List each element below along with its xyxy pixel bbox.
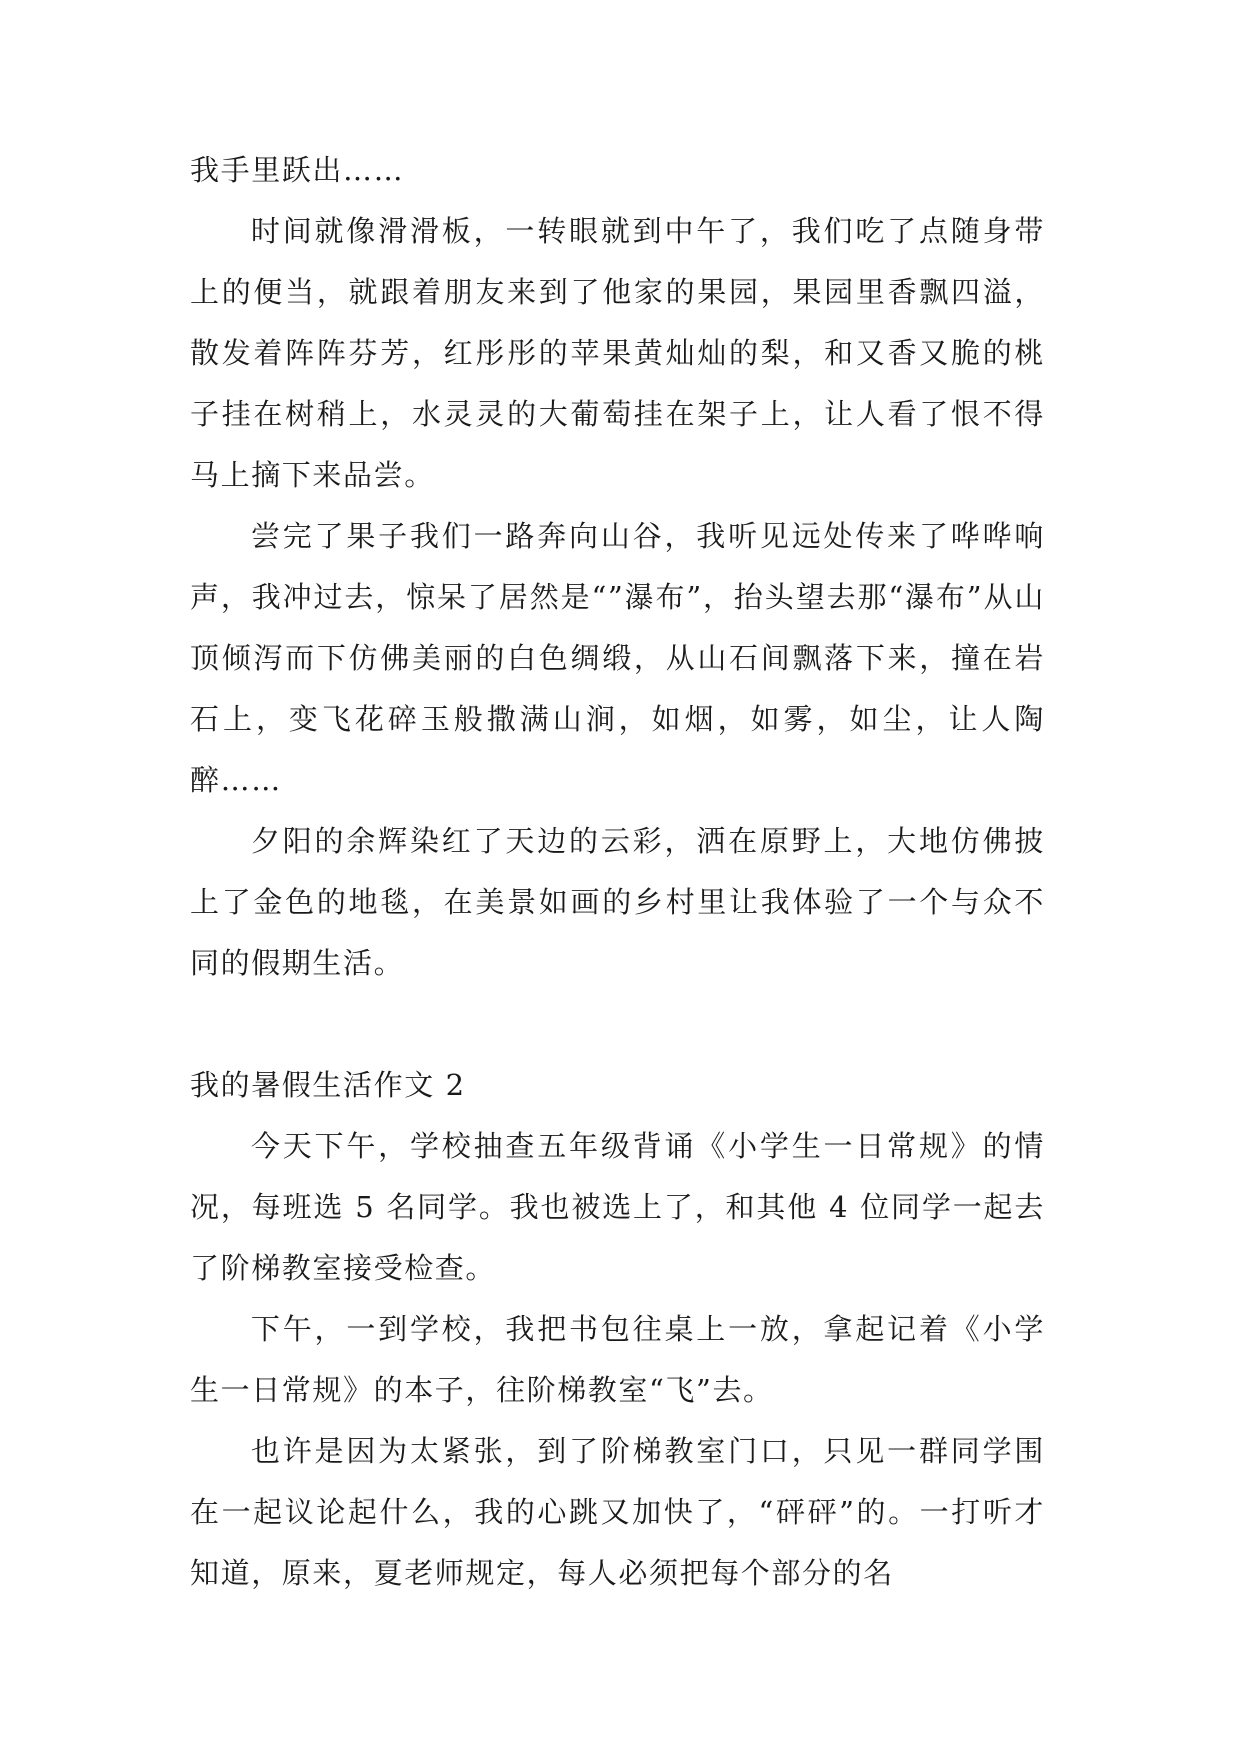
paragraph-waterfall: 尝完了果子我们一路奔向山谷，我听见远处传来了哗哗响声，我冲过去，惊呆了居然是“”瀑布”，抬头望去那“瀑布”从山顶倾泻而下仿佛美丽的白色绸缎，从山石间飘落下来，撞在岩石上，变飞花碎玉般撒满山涧，如烟，如雾，如尘，让人陶醉…… — [190, 519, 1045, 797]
essay-heading: 我的暑假生活作文 2 — [190, 1068, 466, 1102]
paragraph-fragment-opening: 我手里跃出…… — [190, 153, 405, 187]
document-page — [190, 140, 1045, 1604]
paragraph-arrival: 下午，一到学校，我把书包往桌上一放，拿起记着《小学生一日常规》的本子，往阶梯教室“飞”去。 — [190, 1312, 1045, 1407]
paragraph-nervous: 也许是因为太紧张，到了阶梯教室门口，只见一群同学围在一起议论起什么，我的心跳又加快了，“砰砰”的。一打听才知道，原来，夏老师规定，每人必须把每个部分的名 — [190, 1434, 1045, 1590]
section-gap — [190, 994, 1045, 1055]
paragraph-orchard: 时间就像滑滑板，一转眼就到中午了，我们吃了点随身带上的便当，就跟着朋友来到了他家的果园，果园里香飘四溢，散发着阵阵芬芳，红彤彤的苹果黄灿灿的梨，和又香又脆的桃子挂在树稍上，水灵灵的大葡萄挂在架子上，让人看了恨不得马上摘下来品尝。 — [190, 214, 1045, 492]
paragraph-sunset: 夕阳的余辉染红了天边的云彩，洒在原野上，大地仿佛披上了金色的地毯，在美景如画的乡村里让我体验了一个与众不同的假期生活。 — [190, 824, 1045, 980]
paragraph-inspection: 今天下午，学校抽查五年级背诵《小学生一日常规》的情况，每班选 5 名同学。我也被选上了，和其他 4 位同学一起去了阶梯教室接受检查。 — [190, 1129, 1045, 1285]
